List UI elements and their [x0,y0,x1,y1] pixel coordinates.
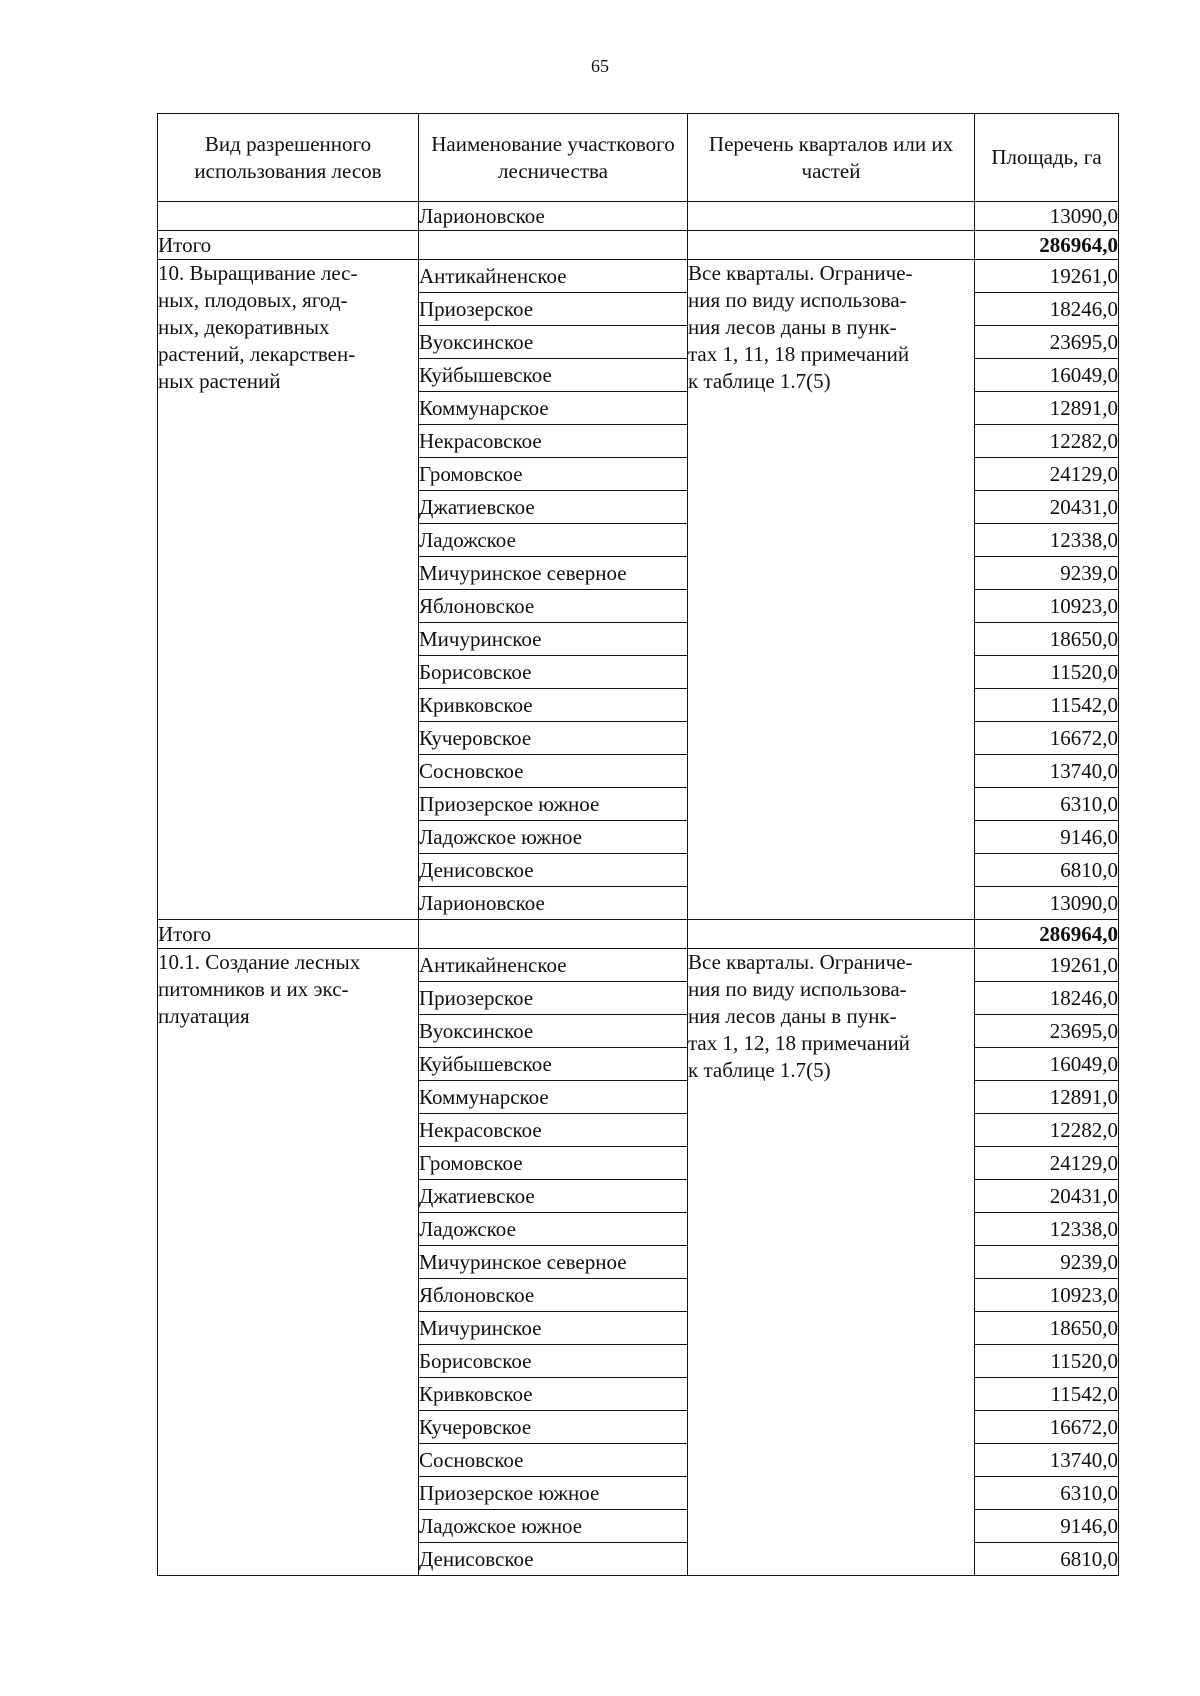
forestry-name-cell: Антикайненское [419,949,688,982]
area-cell: 16049,0 [975,1048,1119,1081]
area-cell: 12891,0 [975,392,1119,425]
usage-type-line: питомников и их экс- [158,977,349,1001]
forestry-name-cell: Кучеровское [419,722,688,755]
usage-type-line: ных, плодовых, ягод- [158,288,348,312]
forestry-name-cell: Сосновское [419,755,688,788]
forestry-name-cell: Кривковское [419,1378,688,1411]
forestry-name-cell: Яблоновское [419,1279,688,1312]
quarters-note-cell-10-1 [688,949,975,1576]
area-cell: 12282,0 [975,425,1119,458]
forestry-name-cell: Некрасовское [419,425,688,458]
area-cell: 6810,0 [975,1543,1119,1576]
quarters-note-line: ния по виду использова- [688,977,907,1001]
quarters-note-line: Все кварталы. Ограниче- [688,950,913,974]
area-cell: 18650,0 [975,623,1119,656]
area-cell: 18650,0 [975,1312,1119,1345]
quarters-note-line: ния лесов даны в пунк- [688,315,897,339]
forestry-name-cell: Куйбышевское [419,359,688,392]
area-cell: 11542,0 [975,689,1119,722]
usage-type-line: ных растений [158,369,281,393]
area-cell: 23695,0 [975,326,1119,359]
table-row [158,949,1119,982]
area-cell: 19261,0 [975,260,1119,293]
area-cell: 12282,0 [975,1114,1119,1147]
total-label: Итого [158,231,419,260]
area-cell: 9239,0 [975,557,1119,590]
area-cell: 18246,0 [975,982,1119,1015]
area-cell: 24129,0 [975,458,1119,491]
area-cell: 6310,0 [975,1477,1119,1510]
forestry-name-cell: Денисовское [419,1543,688,1576]
area-cell: 12891,0 [975,1081,1119,1114]
usage-type-line: 10. Выращивание лес- [158,261,358,285]
forestry-name-cell: Ларионовское [419,887,688,920]
forestry-name-cell: Кучеровское [419,1411,688,1444]
forestry-name-cell: Денисовское [419,854,688,887]
total-row [158,231,1119,260]
area-cell: 10923,0 [975,590,1119,623]
forestry-name-cell: Антикайненское [419,260,688,293]
usage-type-cell-10-1 [158,949,419,1576]
area-cell: 13090,0 [975,887,1119,920]
forestry-name-cell: Вуоксинское [419,326,688,359]
empty-cell [688,202,975,231]
forestry-name-cell: Громовское [419,458,688,491]
area-cell: 9146,0 [975,1510,1119,1543]
quarters-note-line: к таблице 1.7(5) [688,1058,831,1082]
empty-cell [688,231,975,260]
forestry-name-cell: Приозерское южное [419,1477,688,1510]
forestry-name-cell: Ладожское южное [419,1510,688,1543]
area-cell: 9146,0 [975,821,1119,854]
area-cell: 6310,0 [975,788,1119,821]
area-cell: 19261,0 [975,949,1119,982]
total-value: 286964,0 [975,231,1119,260]
usage-type-cell-10 [158,260,419,920]
usage-type-line: 10.1. Создание лесных [158,950,361,974]
forestry-name-cell: Приозерское [419,293,688,326]
quarters-note-line: к таблице 1.7(5) [688,369,831,393]
area-cell: 11542,0 [975,1378,1119,1411]
area-cell: 23695,0 [975,1015,1119,1048]
usage-type-line: ных, декоративных [158,315,330,339]
header-area: Площадь, га [975,114,1119,202]
quarters-note-line: ния лесов даны в пунк- [688,1004,897,1028]
empty-cell [419,231,688,260]
area-cell: 20431,0 [975,1180,1119,1213]
forestry-name-cell: Мичуринское северное [419,557,688,590]
table-row [158,260,1119,293]
forestry-name-cell: Ладожское [419,1213,688,1246]
forestry-name-cell: Яблоновское [419,590,688,623]
forestry-name-cell: Ларионовское [419,202,688,231]
forestry-name-cell: Кривковское [419,689,688,722]
quarters-note-cell-10 [688,260,975,920]
forestry-name-cell: Коммунарское [419,392,688,425]
quarters-note-line: тах 1, 12, 18 примечаний [688,1031,910,1055]
quarters-note-line: тах 1, 11, 18 примечаний [688,342,910,366]
forestry-name-cell: Некрасовское [419,1114,688,1147]
empty-cell [158,202,419,231]
forestry-name-cell: Мичуринское северное [419,1246,688,1279]
quarters-note-line: Все кварталы. Ограниче- [688,261,913,285]
area-cell: 16049,0 [975,359,1119,392]
area-cell: 16672,0 [975,722,1119,755]
forestry-name-cell: Приозерское южное [419,788,688,821]
forest-use-table [157,113,1119,1576]
header-usage-type: Вид разрешенного использования лесов [158,114,419,202]
forestry-name-cell: Громовское [419,1147,688,1180]
forestry-name-cell: Борисовское [419,656,688,689]
forestry-name-cell: Мичуринское [419,623,688,656]
area-cell: 18246,0 [975,293,1119,326]
empty-cell [419,920,688,949]
table-row [158,202,1119,231]
forestry-name-cell: Сосновское [419,1444,688,1477]
area-cell: 6810,0 [975,854,1119,887]
area-cell: 12338,0 [975,524,1119,557]
area-cell: 20431,0 [975,491,1119,524]
forestry-name-cell: Джатиевское [419,491,688,524]
area-cell: 13090,0 [975,202,1119,231]
area-cell: 16672,0 [975,1411,1119,1444]
forestry-name-cell: Вуоксинское [419,1015,688,1048]
forestry-name-cell: Ладожское южное [419,821,688,854]
table-header-row [158,114,1119,202]
area-cell: 24129,0 [975,1147,1119,1180]
area-cell: 13740,0 [975,755,1119,788]
forestry-name-cell: Куйбышевское [419,1048,688,1081]
forestry-name-cell: Приозерское [419,982,688,1015]
quarters-note-line: ния по виду использова- [688,288,907,312]
area-cell: 12338,0 [975,1213,1119,1246]
area-cell: 11520,0 [975,1345,1119,1378]
table-body [158,202,1119,1576]
total-label: Итого [158,920,419,949]
header-forestry-name: Наименование участкового лесничества [419,114,688,202]
forestry-name-cell: Джатиевское [419,1180,688,1213]
total-row [158,920,1119,949]
area-cell: 10923,0 [975,1279,1119,1312]
area-cell: 9239,0 [975,1246,1119,1279]
forestry-name-cell: Мичуринское [419,1312,688,1345]
page-number: 65 [591,56,609,76]
header-quarters-list: Перечень кварталов или их частей [688,114,975,202]
usage-type-line: плуатация [158,1004,250,1028]
area-cell: 11520,0 [975,656,1119,689]
forestry-name-cell: Коммунарское [419,1081,688,1114]
usage-type-line: растений, лекарствен- [158,342,356,366]
forestry-name-cell: Борисовское [419,1345,688,1378]
empty-cell [688,920,975,949]
area-cell: 13740,0 [975,1444,1119,1477]
forestry-name-cell: Ладожское [419,524,688,557]
total-value: 286964,0 [975,920,1119,949]
